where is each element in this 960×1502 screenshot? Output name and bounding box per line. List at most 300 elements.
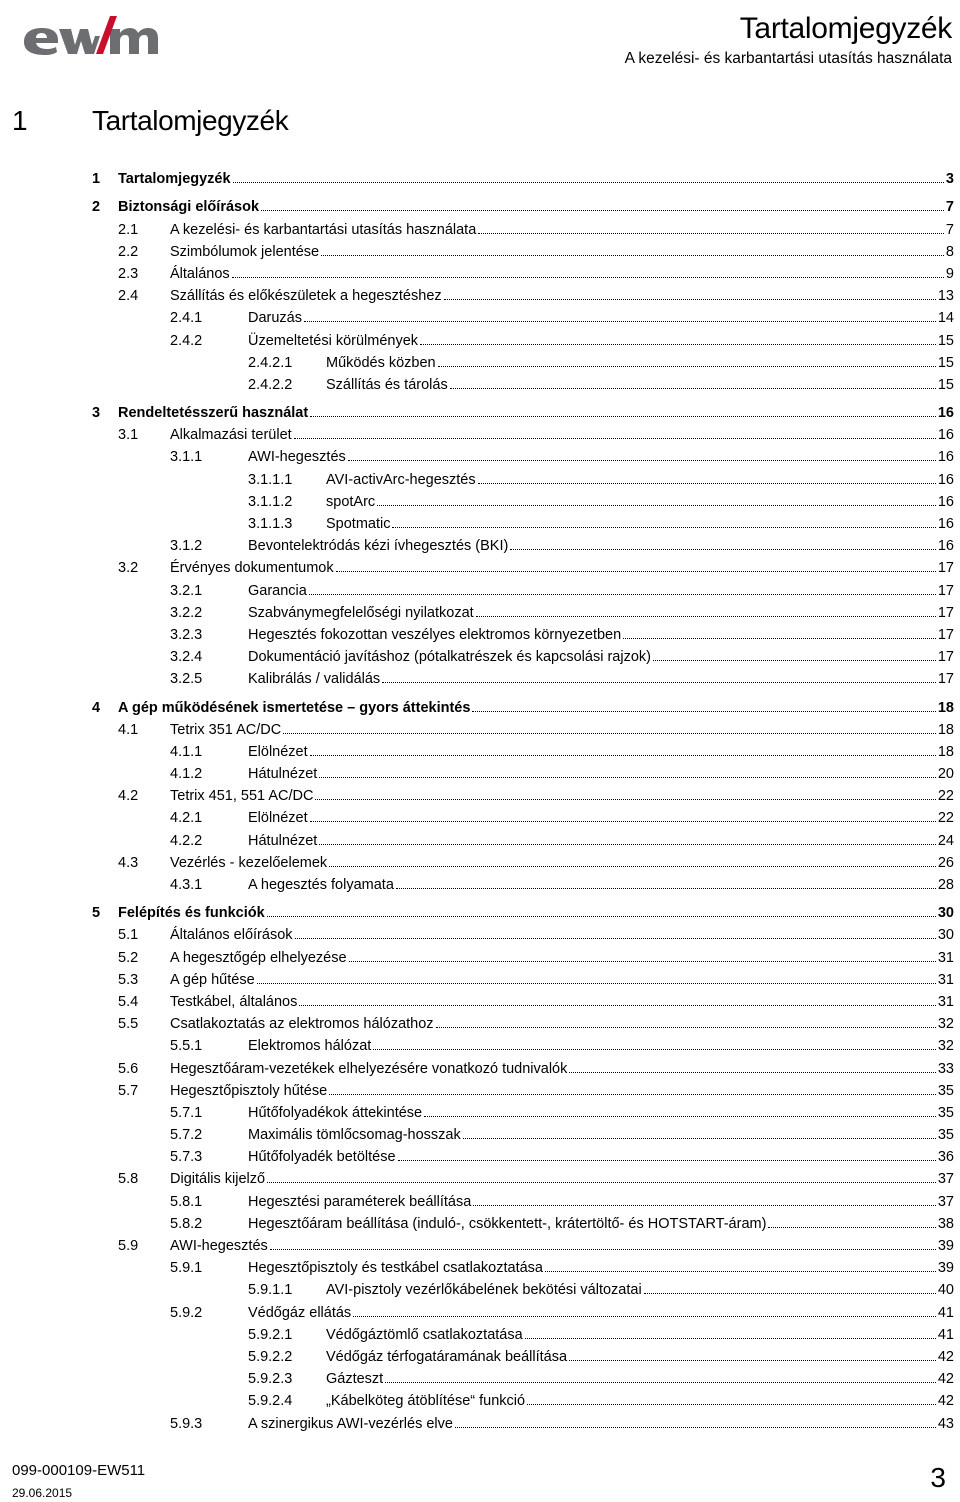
toc-entry[interactable]: [0, 946, 960, 968]
toc-entry-number: 5.7.3: [170, 1149, 203, 1166]
toc-entry[interactable]: [0, 307, 960, 329]
toc-dot-leader: [329, 866, 936, 867]
toc-entry[interactable]: [0, 491, 960, 513]
toc-dot-leader: [321, 255, 944, 256]
toc-dot-leader: [473, 1205, 936, 1206]
toc-entry-number: 3.2.3: [170, 626, 203, 643]
chapter-heading-number: 1: [12, 105, 28, 136]
toc-entry-title: A gép működésének ismertetése – gyors áttekintés: [118, 699, 471, 716]
toc-entry-line: [170, 1238, 954, 1254]
toc-entry-line: [170, 1061, 954, 1077]
toc-entry-page: 32: [937, 1038, 954, 1055]
toc-entry[interactable]: [0, 969, 960, 991]
toc-entry-page: 37: [937, 1193, 954, 1210]
toc-entry-number: 2.4: [118, 288, 139, 305]
toc-entry-number: 3.2: [118, 560, 139, 577]
toc-entry-number: 2.4.1: [170, 310, 203, 327]
toc-dot-leader: [377, 505, 936, 506]
toc-entry-line: [170, 1171, 954, 1187]
toc-entry[interactable]: [0, 1346, 960, 1368]
toc-entry-number: 4.1.1: [170, 743, 203, 760]
toc-entry[interactable]: [0, 1213, 960, 1235]
toc-entry[interactable]: [0, 1168, 960, 1190]
toc-entry-number: 5.1: [118, 927, 139, 944]
toc-entry-number: 3.1.1.2: [248, 493, 293, 510]
toc-entry[interactable]: [0, 263, 960, 285]
toc-dot-leader: [349, 961, 936, 962]
toc-entry-line: [248, 1127, 954, 1143]
toc-dot-leader: [623, 638, 936, 639]
toc-dot-leader: [295, 938, 936, 939]
toc-dot-leader: [261, 210, 944, 211]
toc-entry-line: [248, 1194, 954, 1210]
toc-entry-line: [170, 788, 954, 804]
toc-entry-page: 20: [937, 766, 954, 783]
toc-entry-title: AVI-activArc-hegesztés: [326, 471, 476, 488]
toc-entry-title: Garancia: [248, 582, 307, 599]
toc-entry[interactable]: [0, 1390, 960, 1412]
toc-entry[interactable]: [0, 719, 960, 741]
toc-entry-line: [326, 355, 954, 371]
toc-entry-number: 3.1.1.3: [248, 516, 293, 532]
toc-entry-number: 5.7: [118, 1082, 139, 1099]
toc-entry-line: [248, 766, 954, 782]
toc-entry[interactable]: [0, 829, 960, 851]
toc-entry-line: [248, 744, 954, 760]
toc-entry-page: 42: [937, 1371, 954, 1388]
toc-entry[interactable]: [0, 602, 960, 624]
toc-entry-page: 41: [937, 1304, 954, 1321]
toc-entry-page: 16: [937, 493, 954, 510]
toc-entry-line: [170, 222, 954, 238]
toc-entry-page: 35: [937, 1104, 954, 1121]
toc-entry-page: 16: [937, 427, 954, 444]
toc-entry-page: 37: [937, 1171, 954, 1188]
toc-entry[interactable]: [0, 1279, 960, 1301]
toc-entry-title: Szimbólumok jelentése: [170, 243, 320, 260]
toc-entry-page: 31: [937, 949, 954, 966]
toc-entry-number: 5.4: [118, 993, 139, 1010]
toc-entry-number: 3.2.5: [170, 671, 203, 688]
toc-dot-leader: [545, 1271, 936, 1272]
toc-entry-number: 4: [92, 699, 101, 716]
toc-entry-title: A hegesztés folyamata: [248, 877, 394, 893]
toc-entry[interactable]: [0, 1368, 960, 1390]
toc-entry-number: 5.5: [118, 1016, 139, 1033]
chapter-heading: [12, 105, 288, 137]
toc-entry[interactable]: [0, 579, 960, 601]
toc-entry-number: 4.2.2: [170, 832, 203, 849]
ewm-logo: [22, 14, 162, 56]
toc-entry[interactable]: [0, 1102, 960, 1124]
toc-entry-number: 4.1.2: [170, 766, 203, 783]
footer-page-number: 3: [930, 1462, 946, 1493]
toc-entry-title: Tetrix 351 AC/DC: [170, 721, 282, 738]
toc-entry-number: 2.4.2.2: [248, 376, 293, 393]
toc-entry-line: [248, 333, 954, 349]
toc-dot-leader: [270, 1249, 936, 1250]
toc-entry-number: 3.2.1: [170, 582, 203, 599]
toc-dot-leader: [569, 1360, 936, 1361]
toc-dot-leader: [444, 299, 936, 300]
toc-entry-title: AWI-hegesztés: [248, 449, 346, 466]
toc-entry-number: 2.3: [118, 265, 139, 282]
toc-entry-line: [248, 449, 954, 465]
toc-entry-title: Kalibrálás / validálás: [248, 671, 381, 688]
toc-entry-page: 14: [937, 310, 954, 327]
toc-entry-line: [326, 1393, 954, 1409]
toc-dot-leader: [768, 1227, 935, 1228]
toc-entry-title: Hegesztőáram-vezetékek elhelyezésére vonatkozó tudnivalók: [170, 1060, 568, 1077]
toc-entry[interactable]: [0, 646, 960, 668]
toc-entry-number: 4.1: [118, 721, 139, 738]
toc-entry-line: [248, 605, 954, 621]
toc-entry-title: Biztonsági előírások: [118, 199, 260, 216]
toc-entry-title: Elektromos hálózat: [248, 1038, 372, 1055]
toc-entry-line: [248, 1260, 954, 1276]
toc-entry-title: Rendeltetésszerű használat: [118, 405, 309, 422]
toc-entry-line: [248, 833, 954, 849]
toc-entry[interactable]: [0, 1080, 960, 1102]
toc-entry-line: [170, 427, 954, 443]
toc-entry-line: [118, 171, 954, 187]
toc-entry-title: Gázteszt: [326, 1371, 384, 1388]
toc-entry[interactable]: [0, 785, 960, 807]
toc-entry[interactable]: [0, 402, 960, 424]
toc-entry-line: [248, 810, 954, 826]
toc-entry-line: [248, 538, 954, 554]
toc-entry-page: 22: [937, 788, 954, 805]
toc-entry[interactable]: [0, 807, 960, 829]
toc-entry-title: A kezelési- és karbantartási utasítás használata: [170, 221, 477, 238]
toc-entry-page: 40: [937, 1282, 954, 1299]
toc-entry-line: [248, 583, 954, 599]
toc-entry-line: [326, 377, 954, 393]
toc-dot-leader: [353, 1316, 936, 1317]
toc-entry-title: Elölnézet: [248, 743, 308, 760]
toc-entry-title: Tetrix 451, 551 AC/DC: [170, 788, 314, 805]
toc-entry-title: Szállítás és előkészületek a hegesztéshez: [170, 288, 442, 305]
toc-entry-number: 4.3: [118, 854, 139, 871]
toc-entry-title: Szállítás és tárolás: [326, 376, 448, 393]
toc-entry-title: Működés közben: [326, 354, 436, 371]
toc-entry-title: AWI-hegesztés: [170, 1238, 268, 1254]
toc-dot-leader: [438, 366, 936, 367]
toc-entry-page: 30: [937, 905, 954, 922]
toc-entry[interactable]: [0, 1257, 960, 1279]
toc-entry-number: 3.2.4: [170, 649, 203, 666]
toc-entry-line: [170, 1016, 954, 1032]
toc-entry-line: [326, 516, 954, 532]
toc-entry-line: [248, 1416, 954, 1432]
toc-entry[interactable]: [0, 1035, 960, 1057]
toc-entry-title: Érvényes dokumentumok: [170, 560, 334, 577]
toc-entry-page: 33: [937, 1060, 954, 1077]
toc-entry[interactable]: [0, 852, 960, 874]
toc-entry[interactable]: [0, 374, 960, 396]
toc-entry-page: 17: [937, 626, 954, 643]
toc-entry-line: [248, 1305, 954, 1321]
toc-dot-leader: [283, 733, 936, 734]
toc-entry-title: Dokumentáció javításhoz (pótalkatrészek és kapcsolási rajzok): [248, 649, 651, 666]
toc-dot-leader: [315, 799, 935, 800]
toc-entry-page: 30: [937, 927, 954, 944]
toc-dot-leader: [294, 438, 936, 439]
toc-entry-title: Digitális kijelző: [170, 1171, 266, 1188]
toc-entry-title: Hegesztőáram beállítása (induló-, csökkentett-, krátertöltő- és HOTSTART-áram): [248, 1215, 767, 1232]
toc-dot-leader: [329, 1094, 936, 1095]
toc-dot-leader: [336, 571, 936, 572]
toc-entry-page: 7: [945, 199, 954, 216]
running-header-subtitle: A kezelési- és karbantartási utasítás használata: [624, 50, 952, 67]
toc-dot-leader: [472, 711, 935, 712]
toc-entry-number: 1: [92, 171, 101, 188]
toc-entry-line: [170, 927, 954, 943]
toc-entry-page: 38: [937, 1215, 954, 1232]
toc-entry[interactable]: [0, 468, 960, 490]
toc-entry[interactable]: [0, 285, 960, 307]
toc-entry-title: Maximális tömlőcsomag-hosszak: [248, 1127, 461, 1144]
toc-dot-leader: [319, 844, 936, 845]
toc-dot-leader: [348, 460, 936, 461]
toc-dot-leader: [510, 549, 936, 550]
toc-dot-leader: [420, 344, 936, 345]
toc-entry-line: [326, 494, 954, 510]
toc-entry-number: 4.3.1: [170, 877, 203, 893]
toc-entry-page: 18: [937, 699, 954, 716]
toc-entry-page: 35: [937, 1082, 954, 1099]
toc-dot-leader: [257, 983, 936, 984]
toc-entry-number: 5.7.2: [170, 1127, 203, 1144]
toc-entry-number: 3.1.2: [170, 538, 203, 555]
toc-entry-line: [248, 1038, 954, 1054]
toc-dot-leader: [392, 527, 935, 528]
toc-entry[interactable]: [0, 218, 960, 240]
toc-entry-title: spotArc: [326, 493, 376, 510]
toc-dot-leader: [455, 1427, 936, 1428]
toc-dot-leader: [478, 233, 944, 234]
toc-entry-number: 4.2: [118, 788, 139, 805]
toc-entry-number: 5.8.1: [170, 1193, 203, 1210]
toc-entry-number: 5.9.2.2: [248, 1348, 293, 1365]
toc-entry-page: 41: [937, 1326, 954, 1343]
toc-entry[interactable]: [0, 902, 960, 924]
toc-entry-title: Hegesztési paraméterek beállítása: [248, 1193, 472, 1210]
toc-dot-leader: [267, 1182, 936, 1183]
toc-entry[interactable]: [0, 741, 960, 763]
toc-dot-leader: [463, 1138, 936, 1139]
toc-entry-number: 5.9.2.3: [248, 1371, 293, 1388]
toc-entry-number: 5: [92, 905, 101, 922]
toc-entry-line: [326, 472, 954, 488]
toc-entry-line: [170, 722, 954, 738]
toc-entry[interactable]: [0, 1190, 960, 1212]
toc-entry[interactable]: [0, 1412, 960, 1434]
toc-entry-line: [170, 560, 954, 576]
toc-entry-title: Üzemeltetési körülmények: [248, 332, 419, 349]
toc-dot-leader: [436, 1027, 936, 1028]
toc-entry[interactable]: [0, 329, 960, 351]
toc-entry-line: [170, 1083, 954, 1099]
toc-entry[interactable]: [0, 624, 960, 646]
toc-entry[interactable]: [0, 513, 960, 535]
toc-entry-title: Hűtőfolyadék betöltése: [248, 1149, 396, 1166]
toc-entry[interactable]: [0, 1324, 960, 1346]
toc-entry-title: Általános: [170, 265, 230, 282]
toc-entry-title: Általános előírások: [170, 927, 293, 944]
toc-dot-leader: [310, 821, 936, 822]
toc-entry-number: 3: [92, 405, 101, 422]
toc-entry-number: 2.1: [118, 221, 139, 238]
toc-entry-page: 16: [937, 405, 954, 422]
toc-entry-number: 5.8.2: [170, 1215, 203, 1232]
toc-entry-page: 15: [937, 332, 954, 349]
toc-entry[interactable]: [0, 352, 960, 374]
toc-entry-number: 5.8: [118, 1171, 139, 1188]
toc-entry-title: Hátulnézet: [248, 832, 318, 849]
footer-doc-number: 099-000109-EW511: [12, 1462, 146, 1479]
toc-entry-page: 17: [937, 649, 954, 666]
toc-entry-page: 18: [937, 743, 954, 760]
toc-dot-leader: [310, 755, 936, 756]
toc-entry[interactable]: [0, 446, 960, 468]
toc-entry-page: 36: [937, 1149, 954, 1166]
toc-entry-title: A hegesztőgép elhelyezése: [170, 949, 347, 966]
toc-entry-title: Felépítés és funkciók: [118, 905, 265, 922]
toc-entry-line: [248, 627, 954, 643]
toc-entry-page: 8: [945, 243, 954, 260]
toc-entry-line: [248, 1216, 954, 1232]
toc-entry-title: Hegesztőpisztoly hűtése: [170, 1082, 328, 1099]
toc-entry-number: 5.9.1.1: [248, 1282, 293, 1299]
toc-entry-line: [248, 310, 954, 326]
table-of-contents: [0, 168, 960, 1435]
toc-entry-page: 15: [937, 354, 954, 371]
toc-dot-leader: [396, 888, 936, 889]
toc-entry[interactable]: [0, 1146, 960, 1168]
toc-entry[interactable]: [0, 535, 960, 557]
toc-entry-title: A szinergikus AWI-vezérlés elve: [248, 1415, 453, 1432]
toc-entry-page: 16: [937, 516, 954, 532]
toc-entry-number: 5.9.3: [170, 1415, 203, 1432]
toc-dot-leader: [309, 594, 936, 595]
toc-dot-leader: [310, 416, 936, 417]
footer-date: 29.06.2015: [12, 1486, 73, 1500]
toc-dot-leader: [319, 777, 936, 778]
toc-dot-leader: [478, 483, 936, 484]
toc-entry-line: [170, 266, 954, 282]
toc-entry[interactable]: [0, 196, 960, 218]
toc-entry-title: AVI-pisztoly vezérlőkábelének bekötési változatai: [326, 1282, 642, 1299]
toc-entry[interactable]: [0, 168, 960, 190]
toc-dot-leader: [382, 682, 936, 683]
toc-entry[interactable]: [0, 241, 960, 263]
toc-entry-title: Csatlakoztatás az elektromos hálózathoz: [170, 1016, 434, 1033]
toc-entry-number: 3.2.2: [170, 604, 203, 621]
toc-entry-title: Elölnézet: [248, 810, 308, 827]
toc-dot-leader: [527, 1404, 936, 1405]
toc-dot-leader: [232, 277, 944, 278]
toc-dot-leader: [653, 660, 936, 661]
toc-entry[interactable]: [0, 924, 960, 946]
toc-dot-leader: [299, 1005, 936, 1006]
toc-entry-title: „Kábelköteg átöblítése“ funkció: [326, 1393, 526, 1410]
toc-entry-title: Védőgáz ellátás: [248, 1304, 352, 1321]
toc-entry-title: Hűtőfolyadékok áttekintése: [248, 1104, 423, 1121]
toc-entry-number: 3.1.1.1: [248, 471, 293, 488]
toc-entry-line: [118, 199, 954, 215]
toc-entry-line: [118, 905, 954, 921]
toc-entry-line: [118, 700, 954, 716]
toc-entry[interactable]: [0, 1301, 960, 1323]
toc-entry-title: Hátulnézet: [248, 766, 318, 783]
toc-entry-title: Alkalmazási terület: [170, 427, 292, 444]
toc-entry-page: 17: [937, 671, 954, 688]
toc-dot-leader: [424, 1116, 936, 1117]
toc-entry-number: 5.9.2.1: [248, 1326, 293, 1343]
toc-entry-number: 4.2.1: [170, 810, 203, 827]
toc-entry-line: [170, 972, 954, 988]
toc-entry[interactable]: [0, 763, 960, 785]
chapter-heading-text: Tartalomjegyzék: [92, 105, 289, 136]
toc-entry-line: [170, 950, 954, 966]
toc-entry-line: [326, 1371, 954, 1387]
toc-entry[interactable]: [0, 1013, 960, 1035]
toc-entry-line: [326, 1349, 954, 1365]
toc-entry[interactable]: [0, 557, 960, 579]
toc-entry-title: A gép hűtése: [170, 971, 255, 988]
logo-wordmark: [24, 28, 158, 55]
toc-entry[interactable]: [0, 874, 960, 896]
toc-dot-leader: [304, 321, 936, 322]
toc-entry-number: 3.1.1: [170, 449, 203, 466]
toc-entry-page: 13: [937, 288, 954, 305]
toc-entry[interactable]: [0, 991, 960, 1013]
toc-entry-line: [248, 1149, 954, 1165]
toc-entry-title: Bevontelektródás kézi ívhegesztés (BKI): [248, 538, 509, 555]
toc-entry-number: 2.4.2.1: [248, 354, 293, 371]
toc-entry-line: [170, 244, 954, 260]
toc-entry-line: [248, 671, 954, 687]
toc-entry[interactable]: [0, 1235, 960, 1257]
toc-entry-page: 26: [937, 854, 954, 871]
toc-entry-page: 16: [937, 471, 954, 488]
toc-entry-title: Vezérlés - kezelőelemek: [170, 854, 328, 871]
toc-entry[interactable]: [0, 1057, 960, 1079]
toc-entry[interactable]: [0, 668, 960, 690]
toc-entry-page: 16: [937, 449, 954, 466]
toc-entry-title: Testkábel, általános: [170, 993, 298, 1010]
toc-entry-title: Szabványmegfelelőségi nyilatkozat: [248, 604, 474, 621]
toc-entry-page: 43: [937, 1415, 954, 1432]
toc-entry-page: 17: [937, 560, 954, 577]
toc-entry[interactable]: [0, 696, 960, 718]
toc-entry-title: Daruzás: [248, 310, 302, 327]
running-header-title: Tartalomjegyzék: [739, 12, 952, 45]
toc-entry-number: 5.3: [118, 971, 139, 988]
toc-entry-line: [326, 1327, 954, 1343]
toc-entry-number: 2.4.2: [170, 332, 203, 349]
toc-entry-number: 5.2: [118, 949, 139, 966]
toc-entry[interactable]: [0, 1124, 960, 1146]
toc-entry[interactable]: [0, 424, 960, 446]
toc-dot-leader: [525, 1338, 936, 1339]
toc-entry-line: [170, 288, 954, 304]
toc-dot-leader: [398, 1160, 936, 1161]
toc-entry-page: 31: [937, 971, 954, 988]
toc-dot-leader: [569, 1072, 936, 1073]
toc-entry-number: 5.9.2: [170, 1304, 203, 1321]
